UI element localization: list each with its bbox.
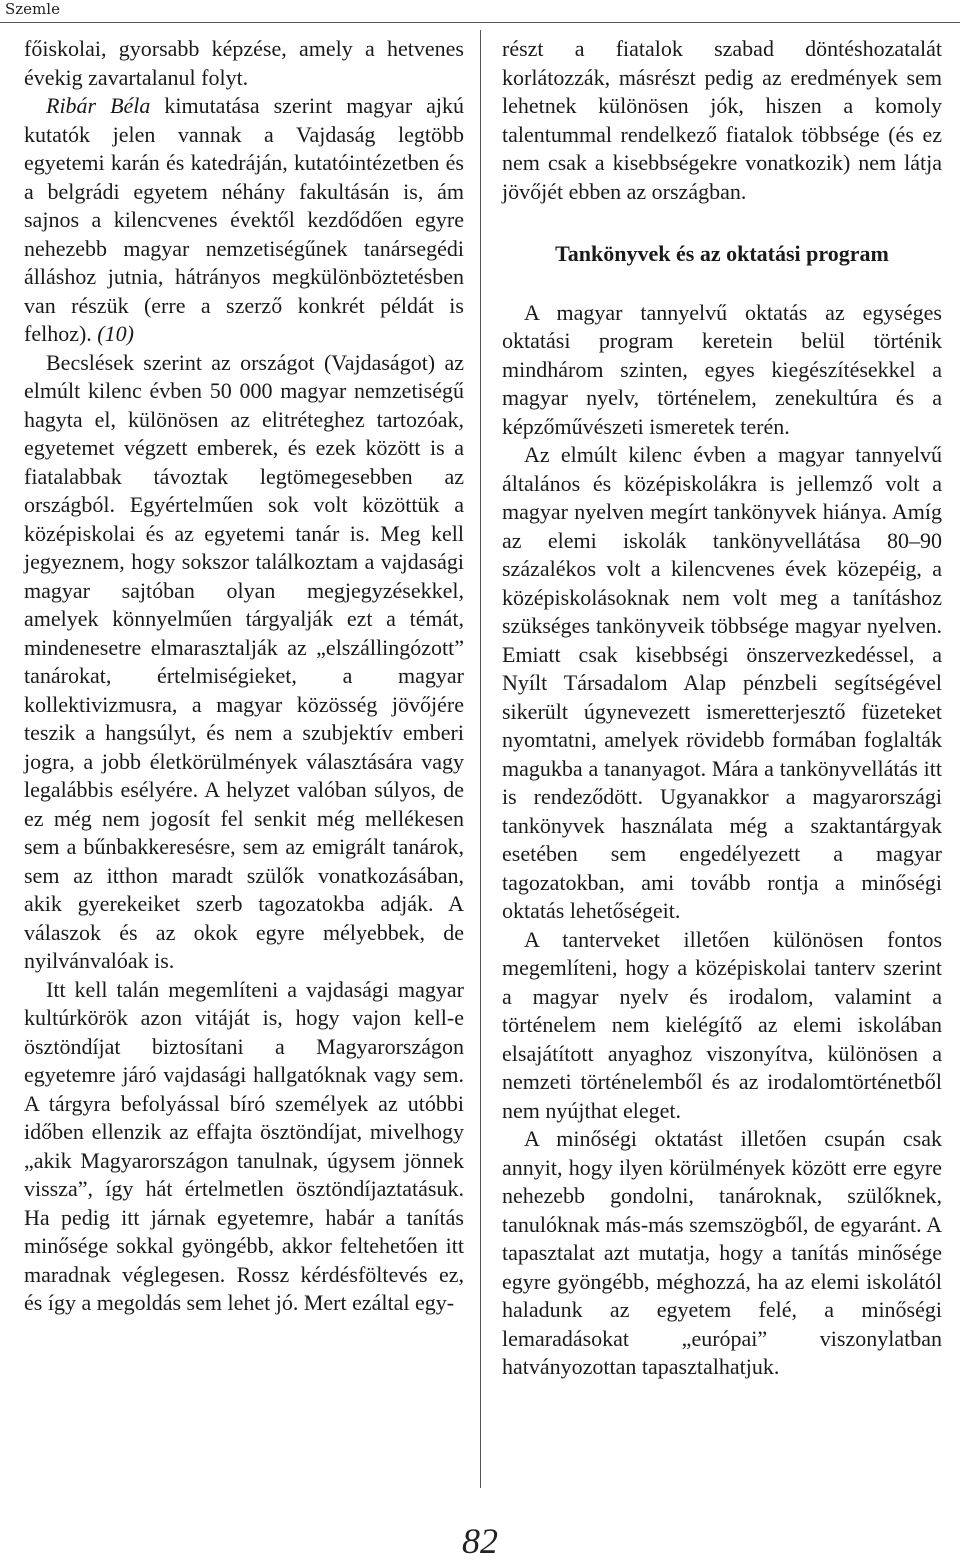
- right-paragraph-1: részt a fiatalok szabad döntéshozatalát korlátozzák, másrészt pedig az eredmények sem lehetnek különösen jók, hiszen a komoly talentummal rendelkező fiatalok többsége (és ez nem csak a kisebbségekre vonatkozik) nem látja jövőjét ebben az országban.: [502, 36, 942, 204]
- right-paragraph-5: A minőségi oktatást illetően csupán csak annyit, hogy ilyen körülmények között erre egyre nehezebb gondolni, tanároknak, szülőknek, tanulóknak más-más szemszögből, de egyaránt. A tapasztalat azt mutatja, hogy a tanítás minősége egyre gyöngébb, méghozzá, ha az elemi iskolától haladunk az egyetem felé, a minőségi lemaradásokat „európai” viszonylatban hatványozottan tapasztalhatjuk.: [502, 1126, 942, 1379]
- left-paragraph-2: [24, 92, 464, 349]
- right-paragraph-2: A magyar tannyelvű oktatás az egységes oktatási program keretein belül történik mindhárom szinten, egyes kiegészítésekkel a magyar nyelv, történelem, zenekultúra és a képzőművészeti ismeretek terén.: [502, 299, 942, 439]
- column-divider: [480, 30, 481, 1488]
- author-name: Ribár Béla: [46, 93, 151, 118]
- right-paragraph-3: Az elmúlt kilenc évben a magyar tannyelvű általános és középiskolákra is jellemző volt a magyar nyelven megírt tankönyvek hiánya. Amíg az elemi iskolák tankönyvellátása 80–90 százalékos volt a kilencvenes évek közepéig, a középiskolásoknak nem volt meg a tanításhoz szükséges tankönyveik többsége magyar nyelven. Emiatt csak kisebbségi önszervezkedéssel, a Nyílt Társadalom Alap pénzbeli segítségével sikerült úgynevezett ismeretterjesztő füzeteket nyomtatni, amelyek rövidebb formában foglalták magukba a tananyagot. Mára a tankönyvellátás itt is rendeződött. Ugyanakkor a magyarországi tankönyvek használata még a szaktantárgyak esetében sem engedélyezett a magyar tagozatokban, ami tovább rontja a minőségi oktatás lehetőségeit.: [502, 442, 942, 923]
- reference-marker: (10): [91, 321, 134, 346]
- left-paragraph-4: Itt kell talán megemlíteni a vajdasági magyar kultúrkörök azon vitáját is, hogy vajon kell-e ösztöndíjat biztosítani a Magyarországon egyetemre járó vajdasági hallgatóknak vagy sem. A tárgyra befolyással bíró személyek az utóbbi időben ellenzik az effajta ösztöndíjat, mivelhogy „akik Magyarországon tanulnak, úgysem jönnek vissza”, így hát értelmetlen ösztöndíjaztatásuk. Ha pedig itt járnak egyetemre, habár a tanítás minősége sokkal gyöngébb, akkor feltehetően itt maradnak véglegesen. Rossz kérdésföltevés ez, és így a megoldás sem lehet jó. Mert ezáltal egy-: [24, 976, 464, 1315]
- section-heading: Tankönyvek és az oktatási program: [555, 241, 889, 266]
- left-paragraph-3: Becslések szerint az országot (Vajdaságot) az elmúlt kilenc évben 50 000 magyar nemzetiségű hagyta el, különösen az elitréteghez tartozóak, egyetemet végzett emberek, és ezek között is a fiatalabbak távoztak legtömegesebben az országból. Egyértelműen sok volt közöttük a középiskolai és az egyetemi tanár is. Meg kell jegyeznem, hogy sokszor találkoztam a vajdasági magyar sajtóban olyan megjegyzésekkel, amelyek könnyelműen tárgyalják ezt a témát, mindenesetre elmarasztalják az „elszállingózott” tanárokat, értelmiségieket, a magyar kollektivizmusra, a magyar közösség jövőjére teszik a hangsúlyt, és nem a szubjektív emberi jogra, a jobb életkörülmények választására vagy legalábbis esélyére. A helyzet valóban súlyos, de ez még nem jogosít fel senkit még mellékesen sem a bűnbakkeresésre, sem az emigrált tanárok, sem az itthon maradt szülők vonatkozásában, akik gyerekeiket szerb tagozatokba adják. A válaszok és az okok egyre mélyebbek, de nyilvánvalóak is.: [24, 349, 464, 973]
- left-paragraph-2-text: kimutatása szerint magyar ajkú kutatók jelen vannak a Vajdaság legtöbb egyetemi karán és katedráján, kutatóintézetben és a belgrádi egyetem néhány fakultásán is, ám sajnos a kilencvenes évektől kezdődően egyre nehezebb magyar nemzetiségűnek tanársegédi álláshoz jutnia, hátrányos megkülönböztetésben van részük (erre a szerző konkrét példát is felhoz).: [24, 93, 464, 346]
- left-paragraph-1: főiskolai, gyorsabb képzése, amely a hetvenes évekig zavartalanul folyt.: [24, 36, 464, 90]
- left-column: [24, 35, 464, 1318]
- right-column: [502, 35, 942, 1382]
- header-rule: [0, 22, 960, 23]
- page-number: 82: [462, 1521, 498, 1561]
- running-header: Szemle: [5, 0, 60, 18]
- right-paragraph-4: A tanterveket illetően különösen fontos megemlíteni, hogy a középiskolai tanterv szerint a magyar nyelv és irodalom, valamint a történelem nem kielégítő az elemi iskolában elsajátított anyaghoz viszonyítva, különösen a nemzeti történelemből és az irodalomtörténetből nem nyújthat eleget.: [502, 926, 942, 1123]
